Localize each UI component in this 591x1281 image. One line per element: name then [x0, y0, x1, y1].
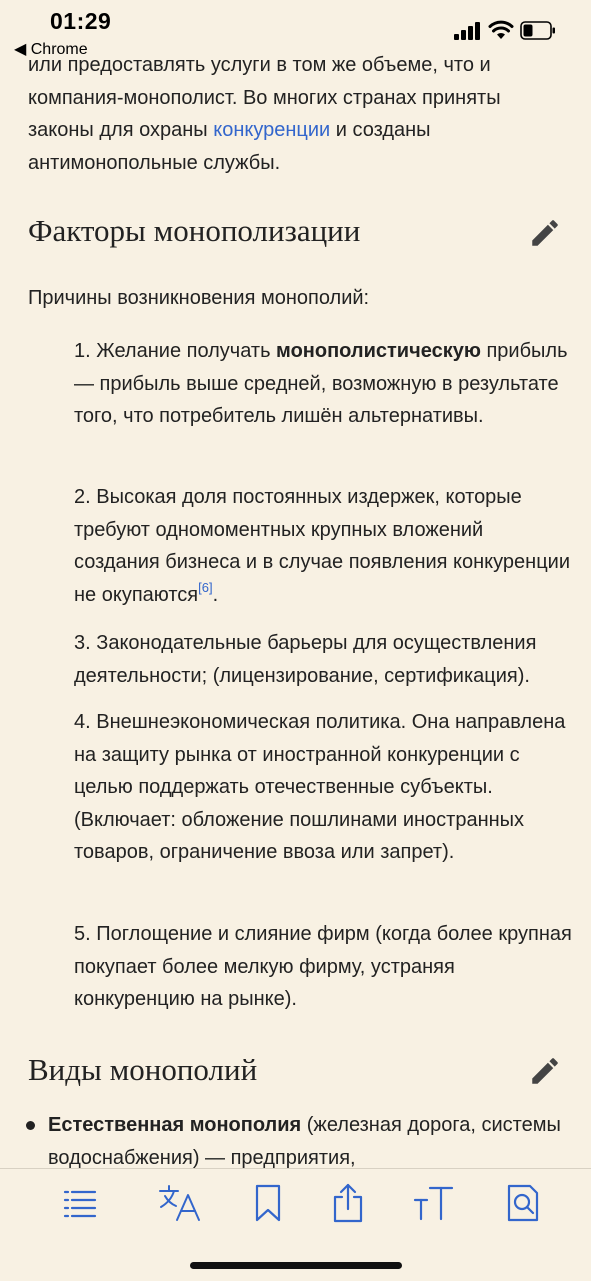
bullet-item-natural-monopoly: Естественная монополия (железная дорога, системы водоснабжения) — предприятия,: [48, 1114, 561, 1168]
translate-icon[interactable]: [157, 1183, 203, 1223]
list-item-4: 4. Внешнеэкономическая политика. Она направлена на защиту рынка от иностранной конкуренции с целью поддержать отечественные субъекты. (Включает: обложение пошлинами иностранных товаров, ограничение ввоза или запрет).: [74, 711, 566, 863]
list-item-2: 2. Высокая доля постоянных издержек, которые требуют одномоментных крупных вложений создания бизнеса и в случае появления конкуренции не окупаются[6].: [74, 486, 571, 606]
share-icon[interactable]: [328, 1183, 368, 1223]
find-in-page-icon[interactable]: [503, 1183, 543, 1223]
text-size-icon[interactable]: [412, 1183, 456, 1223]
section-lead-text: Причины возникновения монополий:: [28, 287, 370, 309]
status-time: 01:29: [50, 8, 112, 34]
cellular-signal-icon: [454, 22, 484, 40]
status-bar: [0, 0, 591, 62]
home-indicator[interactable]: [190, 1262, 402, 1269]
section-heading-factors: Факторы монополизации: [28, 213, 361, 248]
battery-icon: [520, 21, 556, 40]
list-item-5: 5. Поглощение и слияние фирм (когда более крупная покупает более мелкую фирму, устраняя конкуренцию на рынке).: [74, 923, 572, 1010]
section-heading-types: Виды монополий: [28, 1052, 258, 1087]
link-competition[interactable]: конкуренции: [213, 119, 331, 141]
reference-link-6[interactable]: [6]: [198, 579, 213, 595]
edit-pencil-icon[interactable]: [528, 216, 562, 250]
list-item-1: 1. Желание получать монополистическую прибыль — прибыль выше средней, возможную в результате того, что потребитель лишён альтернативы.: [74, 340, 568, 427]
bookmark-icon[interactable]: [248, 1183, 288, 1223]
wifi-icon: [488, 20, 514, 40]
intro-paragraph: или предоставлять услуги в том же объеме, что и компания-монополист. Во многих странах приняты законы для охраны конкуренции и созданы антимонопольные службы.: [28, 54, 501, 174]
bullet-dot: [26, 1121, 35, 1130]
contents-icon[interactable]: [60, 1183, 100, 1223]
list-item-3: 3. Законодательные барьеры для осуществления деятельности; (лицензирование, сертификация).: [74, 632, 537, 687]
edit-pencil-icon[interactable]: [528, 1054, 562, 1088]
back-to-chrome-link[interactable]: ◀ Chrome: [14, 41, 88, 58]
